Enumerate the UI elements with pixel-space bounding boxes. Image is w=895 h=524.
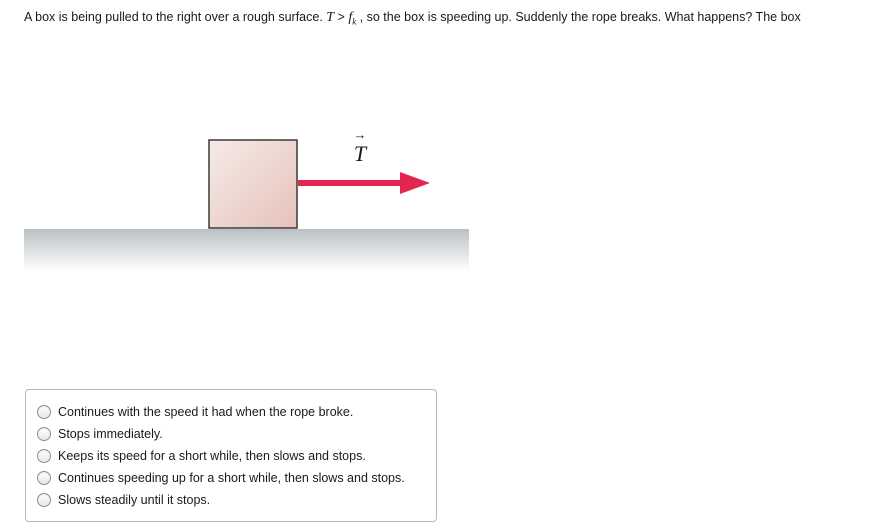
choice-label: Stops immediately. xyxy=(58,427,163,441)
choice-label: Slows steadily until it stops. xyxy=(58,493,211,507)
tension-symbol: T xyxy=(326,10,335,25)
question-part2: , so the box is speeding up. Suddenly the rope breaks. What happens? The box xyxy=(356,10,801,24)
box xyxy=(209,140,297,228)
choice-3[interactable] xyxy=(26,445,436,467)
tension-vector-label: T xyxy=(353,141,367,166)
radio-button[interactable] xyxy=(37,405,51,419)
tension-arrow-head xyxy=(400,172,430,194)
tension-vector-arrow: → xyxy=(353,127,367,142)
radio-button[interactable] xyxy=(37,449,51,463)
choice-label: Keeps its speed for a short while, then slows and stops. xyxy=(58,449,366,463)
friction-symbol: f xyxy=(348,10,353,25)
choice-4[interactable] xyxy=(26,467,436,489)
radio-button[interactable] xyxy=(37,493,51,507)
choice-label: Continues with the speed it had when the rope broke. xyxy=(58,405,354,419)
physics-diagram xyxy=(24,125,470,273)
radio-button[interactable] xyxy=(37,471,51,485)
choice-5[interactable] xyxy=(26,489,436,511)
answer-choices xyxy=(25,389,437,522)
friction-subscript: k xyxy=(352,16,357,27)
radio-button[interactable] xyxy=(37,427,51,441)
greater-than: > xyxy=(334,10,349,24)
question-text xyxy=(24,8,884,31)
choice-label: Continues speeding up for a short while, then slows and stops. xyxy=(58,471,405,485)
question-part1: A box is being pulled to the right over a rough surface. xyxy=(24,10,327,24)
choice-1[interactable] xyxy=(26,401,436,423)
choice-2[interactable] xyxy=(26,423,436,445)
rough-surface xyxy=(24,229,469,271)
